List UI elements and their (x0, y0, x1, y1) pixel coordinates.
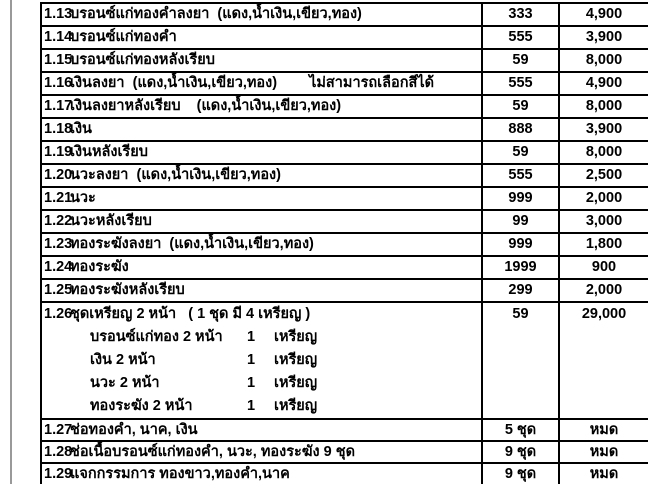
item-number: 1.27 (44, 422, 73, 438)
item-description-cell (42, 4, 483, 25)
table-row (42, 50, 648, 73)
item-description-cell (42, 142, 483, 163)
item-description: ช่อทองคำ, นาค, เงิน (70, 422, 198, 438)
quantity-cell: 59 (483, 142, 560, 163)
item-main-line (42, 4, 481, 25)
item-description-cell (42, 73, 483, 94)
price-cell: 2,000 (585, 282, 623, 298)
sub-item-count: 1 (246, 329, 256, 345)
item-description: นวะ (70, 190, 96, 206)
item-description-cell (42, 234, 483, 255)
quantity-cell: 59 (483, 96, 560, 117)
item-main-line (42, 280, 481, 301)
item-main-line (42, 73, 481, 94)
sub-item-name: บรอนซ์แก่ทอง 2 หน้า (90, 329, 223, 345)
item-main-line (42, 188, 481, 209)
quantity-cell: 333 (483, 4, 560, 25)
item-number: 1.15 (44, 52, 73, 68)
item-description-cell (42, 420, 483, 440)
price-table (40, 2, 648, 484)
sub-item-name: ทองระฆัง 2 หน้า (90, 398, 193, 414)
item-description-cell (42, 257, 483, 278)
item-description-cell (42, 165, 483, 186)
quantity-cell: 9 ชุด (483, 464, 560, 484)
sub-item-unit: เหรียญ (274, 329, 318, 345)
table-row (42, 303, 648, 420)
table-row (42, 211, 648, 234)
item-description-cell (42, 442, 483, 462)
item-description: ช่อเนื้อบรอนซ์แก่ทองคำ, นวะ, ทองระฆัง 9 ชุด (70, 444, 355, 460)
item-number: 1.29 (44, 466, 73, 482)
item-main-line (42, 50, 481, 71)
item-main-line (42, 257, 481, 278)
item-description: บรอนซ์แก่ทองคำ (70, 29, 177, 45)
item-main-line (42, 420, 481, 440)
quantity-cell: 99 (483, 211, 560, 232)
item-description: ทองระฆังหลังเรียบ (70, 282, 185, 298)
item-description: เงินลงยาหลังเรียบ (แดง,น้ำเงิน,เขียว,ทอง) (70, 98, 342, 114)
quantity-cell: 1999 (483, 257, 560, 278)
item-main-line (42, 211, 481, 232)
table-row (42, 73, 648, 96)
page-edge-line (10, 0, 12, 484)
table-row (42, 119, 648, 142)
item-number: 1.18 (44, 121, 73, 137)
set-sub-item (42, 349, 481, 372)
sub-item-unit: เหรียญ (274, 398, 318, 414)
item-description: นวะลงยา (แดง,น้ำเงิน,เขียว,ทอง) (70, 167, 281, 183)
quantity-cell: 9 ชุด (483, 442, 560, 462)
item-description-cell (42, 50, 483, 71)
table-row (42, 188, 648, 211)
table-row (42, 464, 648, 484)
item-number: 1.21 (44, 190, 73, 206)
set-sub-item (42, 372, 481, 395)
quantity-cell: 555 (483, 73, 560, 94)
item-description-cell (42, 96, 483, 117)
quantity-cell: 5 ชุด (483, 420, 560, 440)
item-description: เงินลงยา (แดง,น้ำเงิน,เขียว,ทอง) (70, 75, 278, 91)
item-description: เงินหลังเรียบ (70, 144, 148, 160)
item-number: 1.17 (44, 98, 73, 114)
price-cell: หมด (589, 444, 619, 460)
item-description: บรอนซ์แก่ทองหลังเรียบ (70, 52, 215, 68)
item-main-line (42, 303, 481, 326)
sub-item-count: 1 (246, 352, 256, 368)
item-main-line (42, 234, 481, 255)
item-description: ชุดเหรียญ 2 หน้า ( 1 ชุด มี 4 เหรียญ ) (70, 306, 311, 322)
item-number: 1.28 (44, 444, 73, 460)
item-number: 1.14 (44, 29, 73, 45)
item-number: 1.19 (44, 144, 73, 160)
item-number: 1.26 (44, 306, 73, 322)
price-cell: 3,900 (585, 121, 623, 137)
price-cell: 2,000 (585, 190, 623, 206)
table-row (42, 4, 648, 27)
item-main-line (42, 96, 481, 117)
item-main-line (42, 442, 481, 462)
table-row (42, 142, 648, 165)
item-main-line (42, 165, 481, 186)
table-row (42, 280, 648, 303)
sub-item-unit: เหรียญ (274, 352, 318, 368)
quantity-cell: 999 (483, 188, 560, 209)
price-cell: 3,000 (585, 213, 623, 229)
price-cell: หมด (589, 422, 619, 438)
price-cell: 8,000 (585, 52, 623, 68)
quantity-cell: 59 (483, 303, 560, 418)
quantity-cell: 888 (483, 119, 560, 140)
price-cell: 8,000 (585, 98, 623, 114)
item-description: ทองระฆัง (70, 259, 129, 275)
item-description-cell (42, 464, 483, 484)
sub-item-name: นวะ 2 หน้า (90, 375, 160, 391)
table-row (42, 420, 648, 442)
sub-item-count: 1 (246, 398, 256, 414)
table-row (42, 442, 648, 464)
price-cell: 29,000 (581, 306, 627, 322)
price-cell: 2,500 (585, 167, 623, 183)
item-description-cell (42, 188, 483, 209)
price-cell: 4,900 (585, 6, 623, 22)
sub-item-count: 1 (246, 375, 256, 391)
item-description: เงิน (70, 121, 92, 137)
item-description: บรอนซ์แก่ทองคำลงยา (แดง,น้ำเงิน,เขียว,ทอง) (70, 6, 362, 22)
table-row (42, 234, 648, 257)
item-note: ไม่สามารถเลือกสีได้ (309, 75, 435, 91)
item-description-cell (42, 119, 483, 140)
item-main-line (42, 142, 481, 163)
quantity-cell: 999 (483, 234, 560, 255)
item-number: 1.20 (44, 167, 73, 183)
price-cell: 3,900 (585, 29, 623, 45)
price-cell: 900 (591, 259, 617, 275)
item-description: แจกกรรมการ ทองขาว,ทองคำ,นาค (70, 466, 290, 482)
item-main-line (42, 27, 481, 48)
table-row (42, 257, 648, 280)
item-number: 1.24 (44, 259, 73, 275)
item-main-line (42, 464, 481, 484)
sub-item-unit: เหรียญ (274, 375, 318, 391)
item-description-cell (42, 211, 483, 232)
item-number: 1.13 (44, 6, 73, 22)
set-sub-item (42, 395, 481, 418)
sub-item-name: เงิน 2 หน้า (90, 352, 156, 368)
item-description: ทองระฆังลงยา (แดง,น้ำเงิน,เขียว,ทอง) (70, 236, 314, 252)
set-sub-item (42, 326, 481, 349)
quantity-cell: 555 (483, 27, 560, 48)
price-cell: 1,800 (585, 236, 623, 252)
item-description-cell (42, 303, 483, 418)
item-description-cell (42, 280, 483, 301)
price-cell: 8,000 (585, 144, 623, 160)
quantity-cell: 299 (483, 280, 560, 301)
item-number: 1.22 (44, 213, 73, 229)
table-row (42, 165, 648, 188)
item-number: 1.25 (44, 282, 73, 298)
price-cell: 4,900 (585, 75, 623, 91)
item-main-line (42, 119, 481, 140)
item-number: 1.16 (44, 75, 73, 91)
table-row (42, 27, 648, 50)
item-description-cell (42, 27, 483, 48)
item-description: นวะหลังเรียบ (70, 213, 152, 229)
price-cell: หมด (589, 466, 619, 482)
table-row (42, 96, 648, 119)
item-number: 1.23 (44, 236, 73, 252)
quantity-cell: 555 (483, 165, 560, 186)
quantity-cell: 59 (483, 50, 560, 71)
